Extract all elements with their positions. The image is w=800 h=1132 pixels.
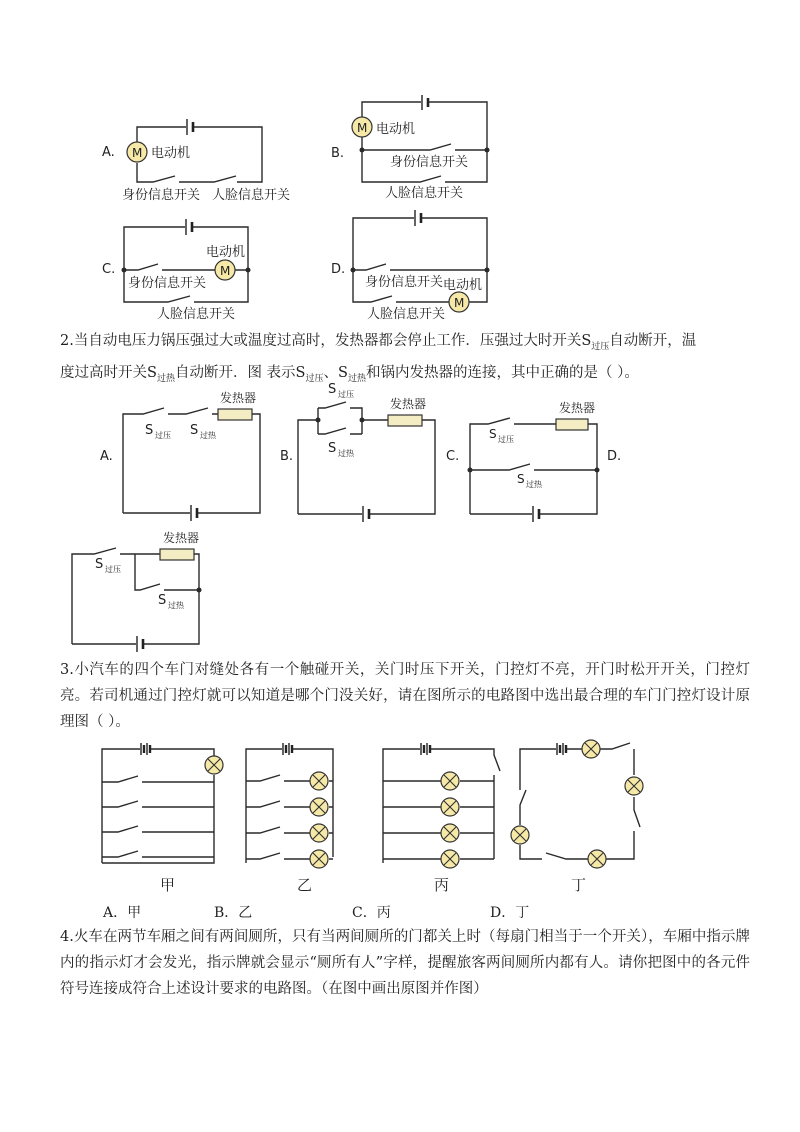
svg-text:B.: B. bbox=[280, 449, 294, 464]
svg-text:过压: 过压 bbox=[498, 435, 514, 444]
svg-text:过热: 过热 bbox=[200, 431, 216, 440]
svg-text:电动机: 电动机 bbox=[206, 245, 246, 260]
q1-option-c-circuit bbox=[102, 219, 251, 322]
q3-answer-c: C．丙 bbox=[352, 905, 391, 921]
svg-text:过压: 过压 bbox=[155, 431, 171, 440]
svg-text:S: S bbox=[145, 423, 154, 438]
svg-text:电动机: 电动机 bbox=[443, 278, 483, 293]
q3-caption-ding: 丁 bbox=[571, 876, 587, 894]
q1-option-a-circuit bbox=[102, 119, 290, 203]
q3-answer-a: A．甲 bbox=[103, 905, 142, 921]
svg-text:发热器: 发热器 bbox=[390, 397, 427, 411]
svg-text:身份信息开关: 身份信息开关 bbox=[128, 276, 207, 291]
q1-option-d-circuit bbox=[331, 210, 490, 322]
q3-caption-bing: 丙 bbox=[434, 876, 450, 894]
svg-text:M: M bbox=[357, 121, 368, 135]
svg-text:M: M bbox=[132, 146, 143, 160]
svg-text:身份信息开关: 身份信息开关 bbox=[390, 155, 469, 170]
q1-option-b-circuit bbox=[331, 95, 490, 201]
svg-text:过热: 过热 bbox=[338, 449, 354, 458]
q2-option-d-circuit bbox=[72, 530, 202, 652]
svg-text:人脸信息开关: 人脸信息开关 bbox=[157, 307, 236, 322]
svg-text:S: S bbox=[190, 423, 199, 438]
q1-option-c-label: C. bbox=[102, 262, 116, 277]
svg-text:过热: 过热 bbox=[526, 480, 542, 489]
svg-text:S: S bbox=[517, 472, 525, 486]
svg-text:S: S bbox=[95, 557, 104, 572]
svg-text:身份信息开关: 身份信息开关 bbox=[365, 275, 444, 290]
svg-text:人脸信息开关: 人脸信息开关 bbox=[385, 186, 464, 201]
q2-circuit-diagrams bbox=[0, 380, 800, 655]
svg-text:过压: 过压 bbox=[105, 565, 121, 574]
svg-text:M: M bbox=[220, 264, 231, 278]
svg-text:人脸信息开关: 人脸信息开关 bbox=[212, 188, 291, 203]
svg-text:人脸信息开关: 人脸信息开关 bbox=[367, 307, 446, 322]
svg-text:电动机: 电动机 bbox=[151, 146, 191, 161]
q1-option-b-label: B. bbox=[331, 146, 345, 161]
q2-option-c-circuit bbox=[446, 400, 621, 522]
svg-text:S: S bbox=[328, 382, 337, 397]
q1-option-d-label: D. bbox=[331, 262, 346, 277]
svg-text:电动机: 电动机 bbox=[376, 122, 416, 137]
q3-answer-b: B．乙 bbox=[214, 905, 253, 921]
svg-text:发热器: 发热器 bbox=[559, 401, 596, 415]
q3-circuit-bing bbox=[383, 743, 500, 868]
svg-text:C.: C. bbox=[446, 449, 460, 464]
q2-question-text: 2.当自动电压力锅压强过大或温度过高时，发热器都会停止工作．压强过大时开关$S_{过压}$自动断开，温 度过高时开关$S_{过热}$自动断开．图 表示$S_{过压}$、$S_{过热}$和锅内发热器的连接，其中正确的是（ ）。 bbox=[60, 333, 697, 384]
svg-text:S: S bbox=[328, 441, 337, 456]
svg-text:D.: D. bbox=[607, 449, 622, 464]
q3-answer-d: D．丁 bbox=[490, 905, 530, 921]
q3-circuit-ding bbox=[511, 740, 643, 868]
svg-text:S: S bbox=[489, 427, 497, 441]
svg-text:S: S bbox=[158, 593, 167, 608]
svg-text:A.: A. bbox=[100, 449, 113, 464]
q3-circuit-diagrams bbox=[0, 735, 800, 885]
q1-option-a-label: A. bbox=[102, 145, 115, 160]
svg-text:过压: 过压 bbox=[338, 390, 354, 399]
q2-option-b-circuit bbox=[280, 382, 435, 522]
q1-circuit-diagrams bbox=[0, 0, 800, 330]
svg-text:过热: 过热 bbox=[168, 601, 184, 610]
q4-question-text: 4.火车在两节车厢之间有两间厕所，只有当两间厕所的门都关上时（每扇门相当于一个开关），车厢中指示牌内的指示灯才会发光，指示牌就会显示“厕所有人”字样，提醒旅客两间厕所内都有人。请你把图中的各元件符号连接成符合上述设计要求的电路图。（在图中画出原图并作图） bbox=[60, 929, 750, 997]
q3-caption-yi: 乙 bbox=[297, 876, 313, 894]
q3-question-text: 3.小汽车的四个车门对缝处各有一个触碰开关，关门时压下开关，门控灯不亮，开门时松开开关，门控灯亮。若司机通过门控灯就可以知道是哪个门没关好，请在图所示的电路图中选出最合理的车门门控灯设计原理图（ ）。 bbox=[60, 662, 750, 730]
svg-text:发热器: 发热器 bbox=[220, 391, 257, 405]
svg-text:发热器: 发热器 bbox=[163, 531, 200, 545]
q3-circuit-jia bbox=[102, 743, 223, 863]
svg-text:M: M bbox=[454, 296, 465, 310]
q2-option-a-circuit bbox=[100, 390, 260, 521]
q3-circuit-yi bbox=[246, 743, 333, 868]
q3-caption-jia: 甲 bbox=[160, 876, 176, 894]
svg-text:身份信息开关: 身份信息开关 bbox=[122, 188, 201, 203]
